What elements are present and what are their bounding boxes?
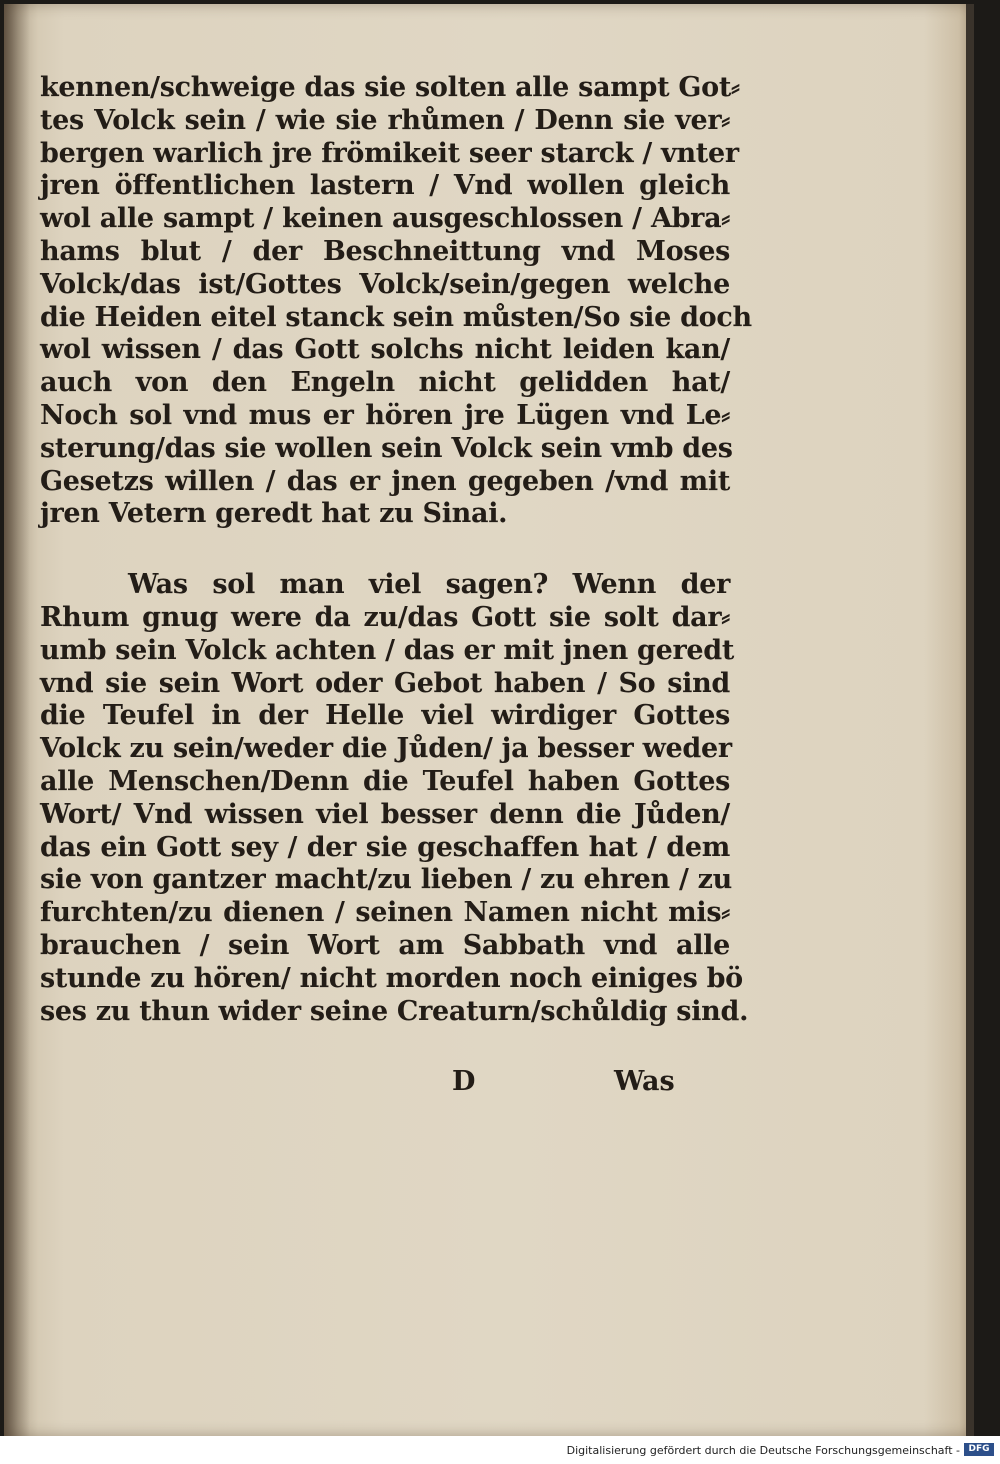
text-line: vnd sie sein Wort oder Gebot haben / So sind [40, 667, 730, 699]
text-line: Gesetzs willen / das er jnen gegeben /vnd mit [40, 465, 730, 497]
text-line: stunde zu hören/ nicht morden noch einiges bö [40, 962, 743, 994]
text-line: sie von gantzer macht/zu lieben / zu ehren / zu [40, 864, 732, 896]
text-line: Rhum gnug were da zu/das Gott sie solt dar⸗ [40, 601, 730, 633]
funding-notice: Digitalisierung gefördert durch die Deutsche Forschungsgemeinschaft - [566, 1444, 960, 1457]
text-line: tes Volck sein / wie sie rhůmen / Denn sie ver⸗ [40, 104, 730, 136]
text-line: sterung/das sie wollen sein Volck sein vmb des [40, 432, 733, 464]
text-line: umb sein Volck achten / das er mit jnen geredt [40, 634, 735, 666]
dfg-logo-icon: DFG [964, 1443, 994, 1456]
text-line: kennen/schweige das sie solten alle sampt Got⸗ [40, 72, 740, 103]
text-line: das ein Gott sey / der sie geschaffen hat / dem [40, 831, 730, 863]
book-page [4, 4, 974, 1436]
text-line: alle Menschen/Denn die Teufel haben Gottes [40, 765, 730, 797]
text-line: Volck/das ist/Gottes Volck/sein/gegen welche [40, 268, 730, 300]
text-line: brauchen / sein Wort am Sabbath vnd alle [40, 929, 730, 961]
text-line: wol alle sampt / keinen ausgeschlossen / Abra⸗ [40, 203, 730, 235]
text-line: auch von den Engeln nicht gelidden hat/ [40, 367, 730, 399]
text-line: die Teufel in der Helle viel wirdiger Gottes [40, 700, 730, 732]
signature-mark: D [452, 1066, 476, 1097]
text-line: die Heiden eitel stanck sein můsten/So sie doch [40, 301, 752, 333]
text-line: wol wissen / das Gott solchs nicht leiden kan/ [40, 334, 730, 366]
catchword: Was [614, 1066, 675, 1097]
text-line: Noch sol vnd mus er hören jre Lügen vnd Le⸗ [40, 399, 730, 431]
text-line: ses zu thun wider seine Creaturn/schůldig sind. [40, 995, 749, 1027]
paragraph-1 [40, 72, 752, 531]
paragraph-gap [40, 531, 730, 569]
text-line: Wort/ Vnd wissen viel besser denn die Jůden/ [40, 798, 730, 830]
text-line: Was sol man viel sagen? Wenn der [128, 569, 730, 601]
text-line: jren öffentlichen lastern / Vnd wollen gleich [40, 170, 730, 202]
text-line: hams blut / der Beschneittung vnd Moses [40, 235, 730, 267]
paragraph-2 [40, 569, 749, 1028]
text-line: furchten/zu dienen / seinen Namen nicht mis⸗ [40, 897, 730, 929]
page-text-block [40, 72, 752, 1028]
text-line: jren Vetern geredt hat zu Sinai. [40, 498, 508, 530]
footer-bar [0, 1436, 1000, 1464]
text-line: Volck zu sein/weder die Jůden/ ja besser weder [40, 733, 732, 765]
text-line: bergen warlich jre frömikeit seer starck / vnter [40, 137, 739, 169]
